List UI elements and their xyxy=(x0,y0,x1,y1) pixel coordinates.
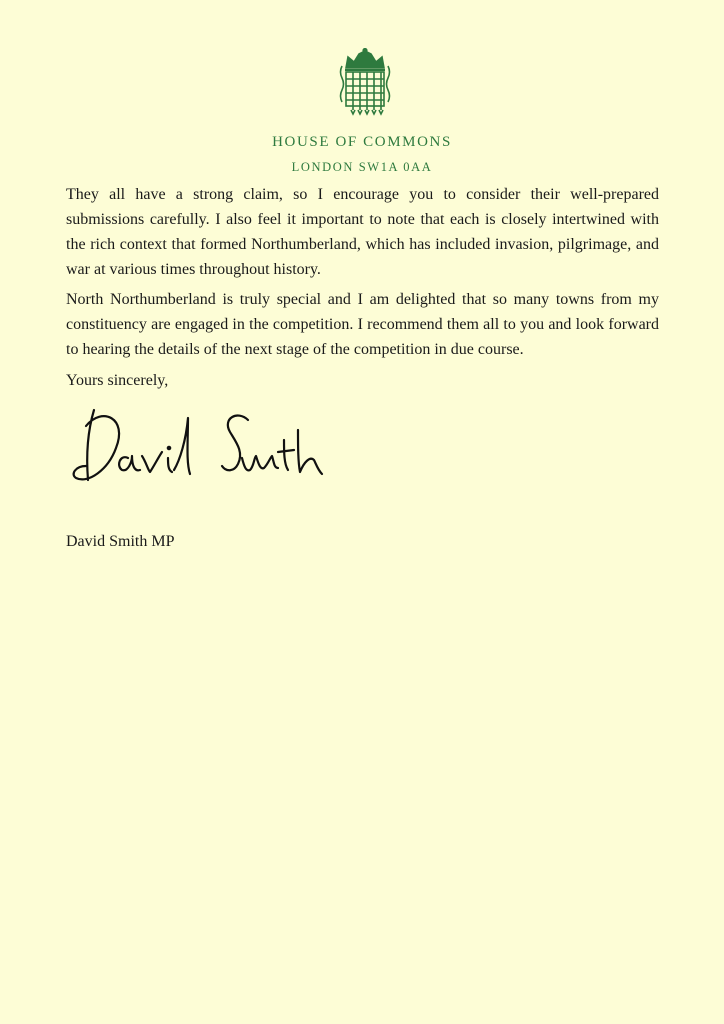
closing-salutation: Yours sincerely, xyxy=(66,372,169,389)
signer-printed-name: David Smith MP xyxy=(66,533,175,550)
handwritten-signature xyxy=(66,400,336,510)
body-paragraph-2: North Northumberland is truly special and I am delighted that so many towns from my constituency are engaged in the competition. I recommend them all to you and look forward to hearing the details of the next stage of the competition in due course. xyxy=(66,291,659,358)
letterhead-title: HOUSE OF COMMONS xyxy=(272,134,452,150)
body-paragraph-1: They all have a strong claim, so I encourage you to consider their well-prepared submissions carefully. I also feel it important to note that each is closely intertwined with the rich context that formed Northumberland, which has included invasion, pilgrimage, and war at various times throughout history. xyxy=(66,186,659,278)
letterhead-address: LONDON SW1A 0AA xyxy=(291,160,433,174)
portcullis-crest-icon xyxy=(336,48,394,116)
